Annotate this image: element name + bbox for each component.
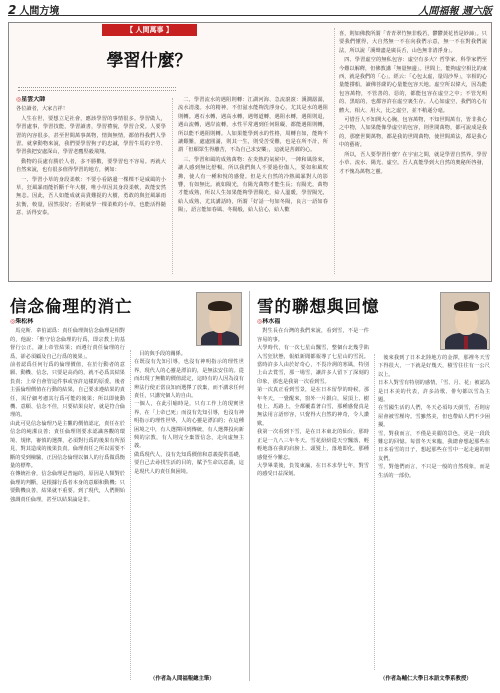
section-name: 人間方境 xyxy=(19,6,60,17)
author-name: 柴松林 xyxy=(15,318,34,325)
article-body: 馬克斯．韋伯認爲：責任倫理與信念倫理是相對的，他說：「惟守信念倫理的行爲，即宗教上的基督行公正，讓上帝管結果；而遵行責任倫理的行爲，卻必須顧及自己行爲的後果」。 前者認爲任何行爲的倫理價值，在於行動者的意願、動機、信念，只要是高尚的，就不必爲其結果負責；上帝自會管這件事或容許這樣的原委。後者主張倫理價值在行動的結果，自己要求遵結果的責任，需仔細考慮其行爲可能的後果；所以即使動機、意願、信念不佳，只要結果良好，就是符合倫理的。 由此可見信念倫理乃是主觀的價值認定，責任在於信念的純潔良善；責任倫理則要求認識客觀的環境、規律，審慎的選擇，必須對行爲的後果有所預見，對其造成的後果負責。倫理責任之所以需要不斷的受到檢驗，正因信念倫理以個人的行爲做爲衡量的標準。 在傳統社會，信念倫理是普遍的，原因是人類對於倫理的判斷，是根據行爲者本身的意願和動機；只要動機良善，結果就不重要。到了現代，人們開始強調責任倫理，甚至以結果論是非。 xyxy=(10,328,125,503)
masthead: 人間福報 週六版 xyxy=(418,6,492,17)
author-photo xyxy=(440,292,490,350)
column-divider xyxy=(334,28,335,274)
page-header xyxy=(8,2,492,16)
title-rule xyxy=(18,87,176,88)
top-article-column-2 xyxy=(178,96,328,276)
article-body: 目的與手段的關係。 在既沒有先知引導，也沒有神明指示的理性世界，現代人的心靈是漂泊的，是無法安住的。從而出現了無數的價值認定，這時有的人因為沒有辨法行使正當良知而選擇了放棄，而不講求任何責任，只講究個人的自由。 一個人，在此引喻時是，只有工作上的現實世界，在「上帝已死」而沒有先知引導，也沒有神明指示的理性世界，人的心靈是漂泊的；在這種困境之中，有人選擇回到傳統，有人選擇投向新興的宗教，有人則完全棄置信念，走向虛無主義。 做爲現代人，沒有先知爲價值和意義提供基礎，要自己去尋找生活的目的，賦予生命以意義，這是現代人的責任與困境。 xyxy=(134,351,244,475)
paragraph: 各位讀者，大家吉祥！ xyxy=(16,106,68,113)
article-body: 對生長在台灣的我們來說，看到雪，不是一件容易的事。 大學時代，有一次七星山飄雪，整個台北幾乎陷入雪狂狀態，報紙新聞都報導了七星山的雪況。當時許多人由於好奇心，不畏冷冽的寒風，特別上山去賞雪，那一場雪，讓許多人留下了深刻的印象，那也是我第一次看到雪。 第一次真正看到雪景，是在日本留學的時候。那年冬天，一覺醒來，窗外一片銀白，屋頂上、樹枝上、馬路上，全都覆蓋著白雪，那種感覺真是無法用言語形容，只覺得大自然的神奇，令人讚歎。 我第一次看到下雪，是在日本東北的仙台，那時正是一九八三年冬天。雪花紛紛從天空飄落，輕輕地落在我的肩膀上、頭髮上，落地即化，那種感覺至今難忘。 大學畢業後，負笈東瀛，在日本求學七年，對雪的感受日益深刻。 xyxy=(257,328,369,478)
author-photo xyxy=(196,292,242,346)
author-name: 星雲大師 xyxy=(21,96,46,103)
byline: ◎柴松林 xyxy=(10,318,34,325)
paragraph: 可惜吾人不知開大心胸，包容萬物，不知世間萬有，皆非我心之中物，人如果能像學虛空的包容，則世間萬物，都可說成是我的，那麼世間萬物，都是我的世間萬物，使世間萬法，都是我心中的藝術。 xyxy=(339,117,487,149)
paragraph: 人生在世，要想立足社會，應該學習的事情很多。學習做人，學習處事，學習技能，學習讀書，學習禮貌，學習合愛。人要學習的內容很多，甚至世間萬事萬物，情與無情，都值得我們人學習。就拿動物來說，我們要學習狗子的忠誠，學習牛馬的辛勞、學習我把安處深山，學習老鷹堅毅飛翔。 xyxy=(16,115,166,156)
paragraph: 三、學習和風的成熟萬物：在炎熱的氣候中，一陣和風徐來，讓人感到無比舒暢。所以我們與人不要過份傷人，要如和風吹拂，使人有一種和悅的感覺。但是大自然的冷熱風暴對人的影響，有如無比。就如陽光，有陽光萬物才能生長；有陽光，萬物才能成熟，所以人生如果能夠學習陽光，給人溫暖，學習陽光，給人成熟，尤其講話時，所謂「好話一句如冬陽，良言一語如春陽」，語言能如春風、冬陽般，給人信心，給人歡 xyxy=(178,156,328,214)
byline: ◎星雲大師 xyxy=(16,96,46,103)
right-article-column-2 xyxy=(378,354,490,670)
column-divider xyxy=(374,354,375,670)
author-name: 林水福 xyxy=(262,318,281,325)
column-divider xyxy=(130,350,131,680)
paragraph: 四、學習虛空的無私包容：虛空有多大？哲學家、科學家們至今難以解釋，但佛教講「無量無邊」。世間上，能夠虛空相比的東西，就是我們的「心」。經云：「心包太虛，量周沙界」，宰相的心量能撐船，讀佛菩薩的心量能包容天地。虛空所以偉大，因為能包容萬物，不管善的、惡的，都能包容在虛空之中；不管光明的、黑暗的，也都容許在虛空裏生存。人心如虛空，我們的心有體大、相大、用大，比之虛空，並不稍遜分毫。 xyxy=(339,57,487,114)
title-rule xyxy=(18,90,176,91)
paragraph: 一、學習小草的身段柔軟：不要小看路邊一棵棵不是威風的小草，狂風暴雨能折斷千年大樹，唯小草因其身段柔軟，故能安然無恙。因此，吾人如能成就高貴難捉的大樹，勇敢的與狂風暴雨抗衡，較量，固然很好；否則就學一棵柔軟的小草，也能活得隨意、活得安泰。 xyxy=(16,176,166,217)
column-divider xyxy=(172,98,173,274)
top-article-column-1 xyxy=(16,96,166,276)
paragraph: 所以，吾人要學習什麼？在宇宙之間，就是學習自然界，學習小草、流水、陽光、虛空。吾人真能學到大自然的奧秘所啓發，才不愧為萬物之靈。 xyxy=(339,151,487,175)
author-note: （作者為輔仁大學日本語文學系教授） xyxy=(380,676,472,682)
left-article-column-1 xyxy=(10,318,125,680)
page-divider xyxy=(249,291,250,681)
author-note: （作者為人間福報總主筆） xyxy=(150,676,215,682)
paragraph: 動物的長處有勝於人者，多不勝數，要學習也不容易。再就大自然來說，也有很多值得學習的地方，例如： xyxy=(16,158,166,174)
byline: ◎林水福 xyxy=(257,318,281,325)
paragraph: 喜，則如佛教所謂「青青翠竹無非般若，鬱鬱黃花皆是妙諦」。只要我們懂得，大自然無一不在向我們示意，無一不在對我們說法，所以說「溪聲盡是廣長舌，山色無非清淨身」。 xyxy=(339,31,487,54)
page-number: 2 xyxy=(8,3,17,17)
right-article-column-1 xyxy=(257,318,369,680)
left-article-title: 信念倫理的消亡 xyxy=(10,297,133,316)
page-number-section xyxy=(8,2,59,17)
paragraph: 二、學習流水的遇阻則轉：江湖河海、急流滾滾：溪澗潺潺，流水清淺。水的精神，不但滋水能夠洗淨身心，尤其是水的遇阻則轉。遇石水轉，遇高水轉，遇彎道轉，遇阻水轉，遇阻則退，遇山流轉，遇岸流轉，水性平常遇到任何阻礙，都能遇阻則轉，所以能不遇阻則轉。人如果能學到水的性格，周轉自如，能夠不讓艱難，處處圓滿，則其一生，則受苦受難，也是在所不計，所謂「但願眾生得離苦，不為自己求安樂」，這就是菩薩的心。 xyxy=(178,97,328,154)
left-article-column-2 xyxy=(134,350,244,670)
section-tag: 【 人間萬事 】 xyxy=(102,24,197,36)
top-article-column-3 xyxy=(339,30,487,276)
right-article-title: 雪的聯想與回憶 xyxy=(257,297,380,316)
article-title: 學習什麼？ xyxy=(106,51,192,71)
article-body: 後來我到了日本北陸地方的金澤，那裡冬天雪下得很大，一下就是好幾天，積雪往往有一公尺以上。 日本人對雪有特別的感情，「雪、月、花」被認為是日本美的代表，許多詩歌、俳句都以雪為主題。 在雪國生活的人們，冬天必須每天剷雪，否則房屋會被雪壓垮。雪雖然美，但也帶給人們不少困擾。 雪，對我而言，不僅是美麗的景色，更是一段段難忘的回憶。每當冬天來臨，我總會想起那些在日本看雪的日子，想起那些在雪中一起走過的朋友們。 雪，對他們而言，不只是一般的自然現象，而是生活的一部份。 xyxy=(378,355,490,479)
